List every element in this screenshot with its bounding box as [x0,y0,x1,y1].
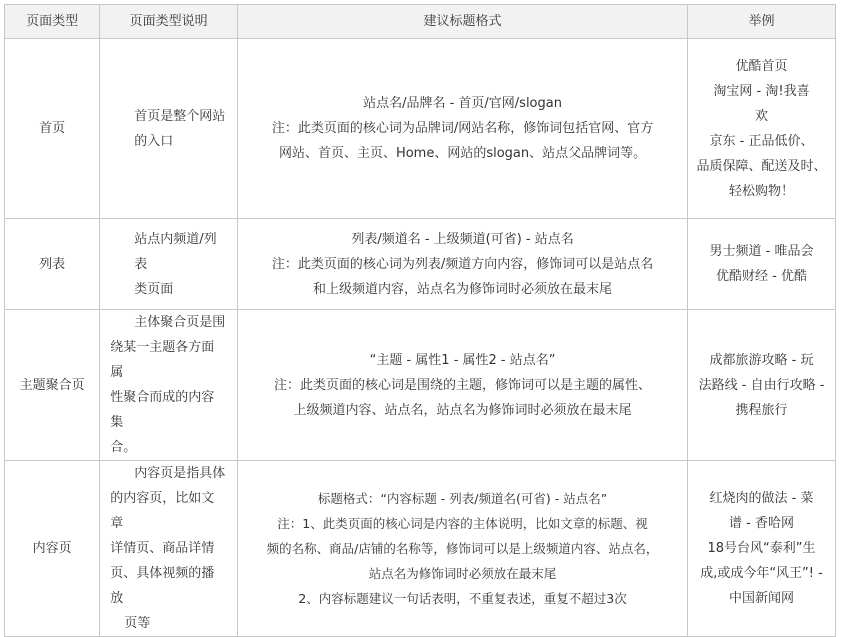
example-line: 携程旅行 [735,402,788,418]
desc-line: 性聚合而成的内容集 [110,390,215,430]
desc-line: 的内容页，比如文章 [110,491,215,531]
table-row [5,219,836,310]
desc-line: 页、具体视频的播放 [110,566,215,606]
example-line: 优酷财经 - 优酷 [716,269,807,284]
example-line: 品质保障、配送及时、 [696,158,827,174]
example-line: 谱 - 香哈网 [729,516,794,531]
page-desc-cell [100,39,238,219]
example-line: 中国新闻网 [729,591,795,606]
format-line: 标题格式：“内容标题 - 列表/频道名(可省) - 站点名” [317,491,608,506]
example-cell [688,461,836,637]
example-line: 欢 [755,108,769,124]
desc-line: 的入口 [134,133,174,149]
desc-line: 主体聚合页是围 [134,315,226,330]
desc-line: 绕某一主题各方面属 [110,340,215,380]
example-cell [688,219,836,310]
example-line: 优酷首页 [735,58,788,74]
format-line: 和上级频道内容，站点名为修饰词时必须放在最末尾 [313,281,613,297]
header-title-format: 建议标题格式 [238,5,688,39]
desc-line: 类页面 [134,281,174,297]
format-line: 频的名称、商品/店铺的名称等，修饰词可以是上级频道内容、站点名， [266,541,659,556]
example-line: 男士频道 - 唯品会 [709,244,814,259]
format-line: 网站、首页、主页、Home、网站的slogan、站点父品牌词等。 [278,146,647,161]
example-line: 成都旅游攻略 - 玩 [709,352,814,368]
page-type-cell: 内容页 [5,461,100,637]
seo-title-table [4,4,836,637]
title-format-cell [238,461,688,637]
desc-line: 页等 [124,616,151,631]
desc-line: 内容页是指具体 [134,466,226,481]
format-line: 2、内容标题建议一句话表明，不重复表述，重复不超过3次 [298,591,627,606]
title-format-cell [238,310,688,461]
desc-line: 首页是整个网站 [134,108,226,124]
page-desc-cell [100,310,238,461]
header-example: 举例 [688,5,836,39]
header-page-type: 页面类型 [5,5,100,39]
page-type-cell: 列表 [5,219,100,310]
format-line: 站点名/品牌名 - 首页/官网/slogan [363,96,562,111]
format-line: 站点名为修饰词时必须放在最末尾 [368,566,557,581]
page-type-cell: 主题聚合页 [5,310,100,461]
table-row [5,310,836,461]
example-cell [688,310,836,461]
title-format-cell [238,39,688,219]
example-line: 轻松购物！ [729,183,795,199]
header-page-desc: 页面类型说明 [100,5,238,39]
desc-line: 站点内频道/列表 [134,231,217,272]
table-row [5,461,836,637]
example-line: 法路线 - 自由行攻略 - [698,377,825,393]
format-line: 注：此类页面的核心词为品牌词/网站名称，修饰词包括官网、官方 [271,121,654,136]
format-line: 注：此类页面的核心词是围绕的主题，修饰词可以是主题的属性、 [274,377,652,393]
format-line: 列表/频道名 - 上级频道(可省) - 站点名 [351,231,574,247]
page-desc-cell [100,219,238,310]
format-line: “主题 - 属性1 - 属性2 - 站点名” [369,352,556,368]
format-line: 注：此类页面的核心词为列表/频道方向内容，修饰词可以是站点名 [271,256,654,272]
example-line: 18号台风“泰利”生 [707,541,816,556]
page-desc-cell [100,461,238,637]
format-line: 上级频道内容、站点名，站点名为修饰词时必须放在最末尾 [293,402,632,418]
header-row [5,5,836,39]
desc-line: 详情页、商品详情 [110,541,215,556]
title-format-cell [238,219,688,310]
example-line: 京东 - 正品低价、 [709,133,814,149]
page-type-cell: 首页 [5,39,100,219]
example-line: 成,或成今年“风王”! - [700,566,823,581]
example-cell [688,39,836,219]
example-line: 淘宝网 - 淘!我喜 [713,83,810,99]
format-line: 注：1、此类页面的核心词是内容的主体说明，比如文章的标题、视 [277,516,648,531]
desc-line: 合。 [110,440,137,455]
table-row [5,39,836,219]
example-line: 红烧肉的做法 - 菜 [709,491,814,506]
